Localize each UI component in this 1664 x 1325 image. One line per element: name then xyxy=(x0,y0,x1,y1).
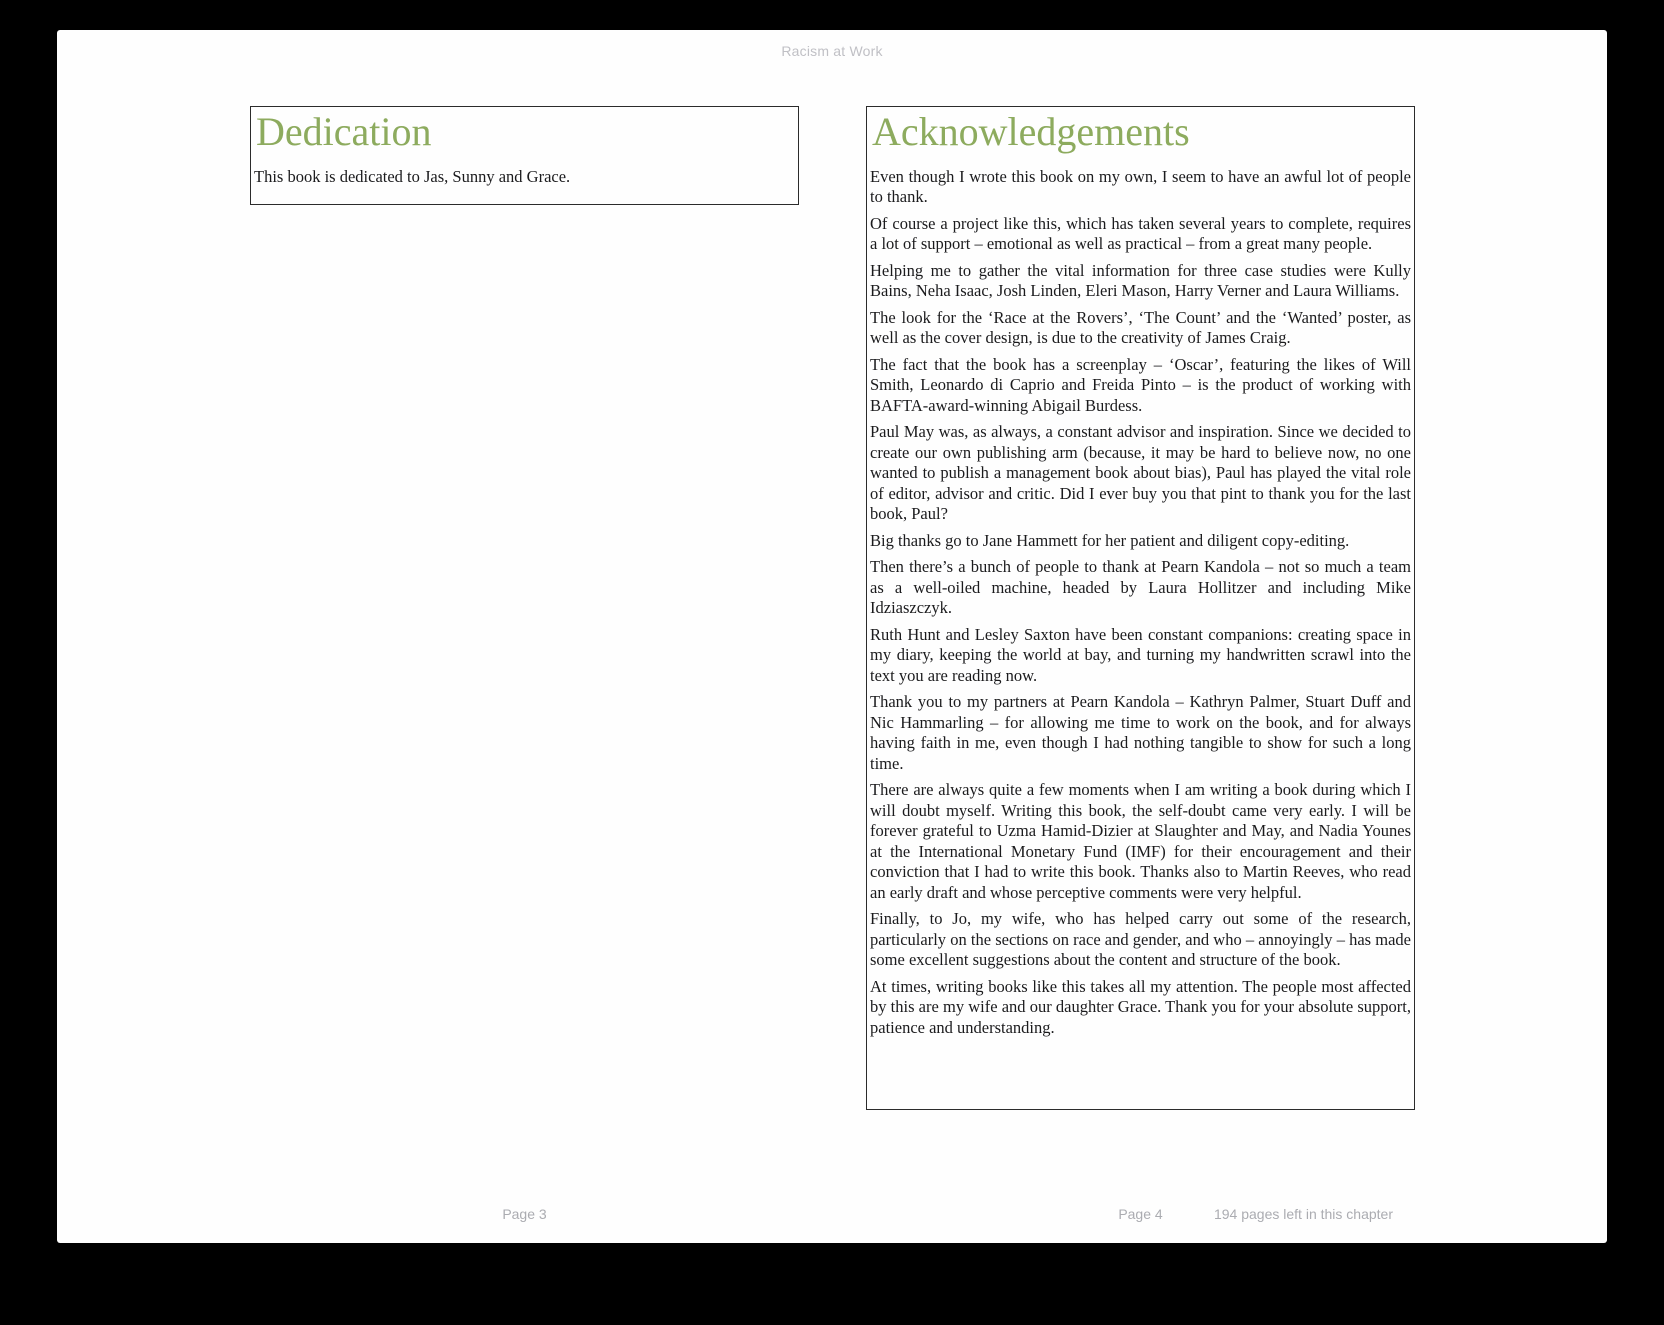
page-number-left: Page 3 xyxy=(502,1206,547,1222)
acknowledgements-paragraph: There are always quite a few moments when I am writing a book during which I will doubt myself. Writing this book, the self-doubt came very early. I will be forever grateful to Uzma Hamid-Dizier at Slaughter and May, and Nadia Younes at the International Monetary Fund (IMF) for their encouragement and their conviction that I had to write this book. Thanks also to Martin Reeves, who read an early draft and whose perceptive comments were very helpful. xyxy=(870,780,1411,902)
acknowledgements-paragraph: At times, writing books like this takes all my attention. The people most affected by this are my wife and our daughter Grace. Thank you for your absolute support, patience and understanding. xyxy=(870,976,1411,1037)
acknowledgements-paragraph: Then there’s a bunch of people to thank at Pearn Kandola – not so much a team as a well-oiled machine, headed by Laura Hollitzer and including Mike Idziaszczyk. xyxy=(870,557,1411,618)
acknowledgements-paragraph: Thank you to my partners at Pearn Kandola – Kathryn Palmer, Stuart Duff and Nic Hammarling – for allowing me time to work on the book, and for always having faith in me, even though I had nothing tangible to show for such a long time. xyxy=(870,692,1411,773)
acknowledgements-page xyxy=(866,106,1415,1110)
dedication-text: This book is dedicated to Jas, Sunny and Grace. xyxy=(254,166,571,186)
acknowledgements-paragraph: Of course a project like this, which has taken several years to complete, requires a lot of support – emotional as well as practical – from a great many people. xyxy=(870,213,1411,254)
book-title: Racism at Work xyxy=(781,43,883,59)
acknowledgements-paragraph: Big thanks go to Jane Hammett for her patient and diligent copy-editing. xyxy=(870,530,1350,550)
acknowledgements-paragraph: Helping me to gather the vital information for three case studies were Kully Bains, Neha Isaac, Josh Linden, Eleri Mason, Harry Verner and Laura Williams. xyxy=(870,260,1411,301)
acknowledgements-paragraph: The look for the ‘Race at the Rovers’, ‘The Count’ and the ‘Wanted’ poster, as well as the cover design, is due to the creativity of James Craig. xyxy=(870,307,1411,348)
book-title-header xyxy=(57,43,1607,59)
acknowledgements-paragraph: Paul May was, as always, a constant advisor and inspiration. Since we decided to create our own publishing arm (because, it may be hard to believe now, no one wanted to publish a management book about bias), Paul has played the vital role of editor, advisor and critic. Did I ever buy you that pint to thank you for the last book, Paul? xyxy=(870,422,1411,524)
dedication-page xyxy=(250,106,799,205)
acknowledgements-heading: Acknowledgements xyxy=(872,109,1190,154)
acknowledgements-paragraph: Finally, to Jo, my wife, who has helped carry out some of the research, particularly on the sections on race and gender, and who – annoyingly – has made some excellent suggestions about the content and structure of the book. xyxy=(870,909,1411,970)
dedication-heading: Dedication xyxy=(256,109,432,154)
acknowledgements-paragraph: The fact that the book has a screenplay – ‘Oscar’, featuring the likes of Will Smith, Leonardo di Caprio and Freida Pinto – is the product of working with BAFTA-award-winning Abigail Burdess. xyxy=(870,354,1411,415)
page-number-right: Page 4 xyxy=(1118,1206,1163,1222)
acknowledgements-paragraph: Ruth Hunt and Lesley Saxton have been constant companions: creating space in my diary, keeping the world at bay, and turning my handwritten scrawl into the text you are reading now. xyxy=(870,624,1411,685)
reader-window xyxy=(57,30,1607,1243)
acknowledgements-paragraph: Even though I wrote this book on my own, I seem to have an awful lot of people to thank. xyxy=(870,166,1411,207)
pages-left-indicator: 194 pages left in this chapter xyxy=(1213,1206,1393,1222)
